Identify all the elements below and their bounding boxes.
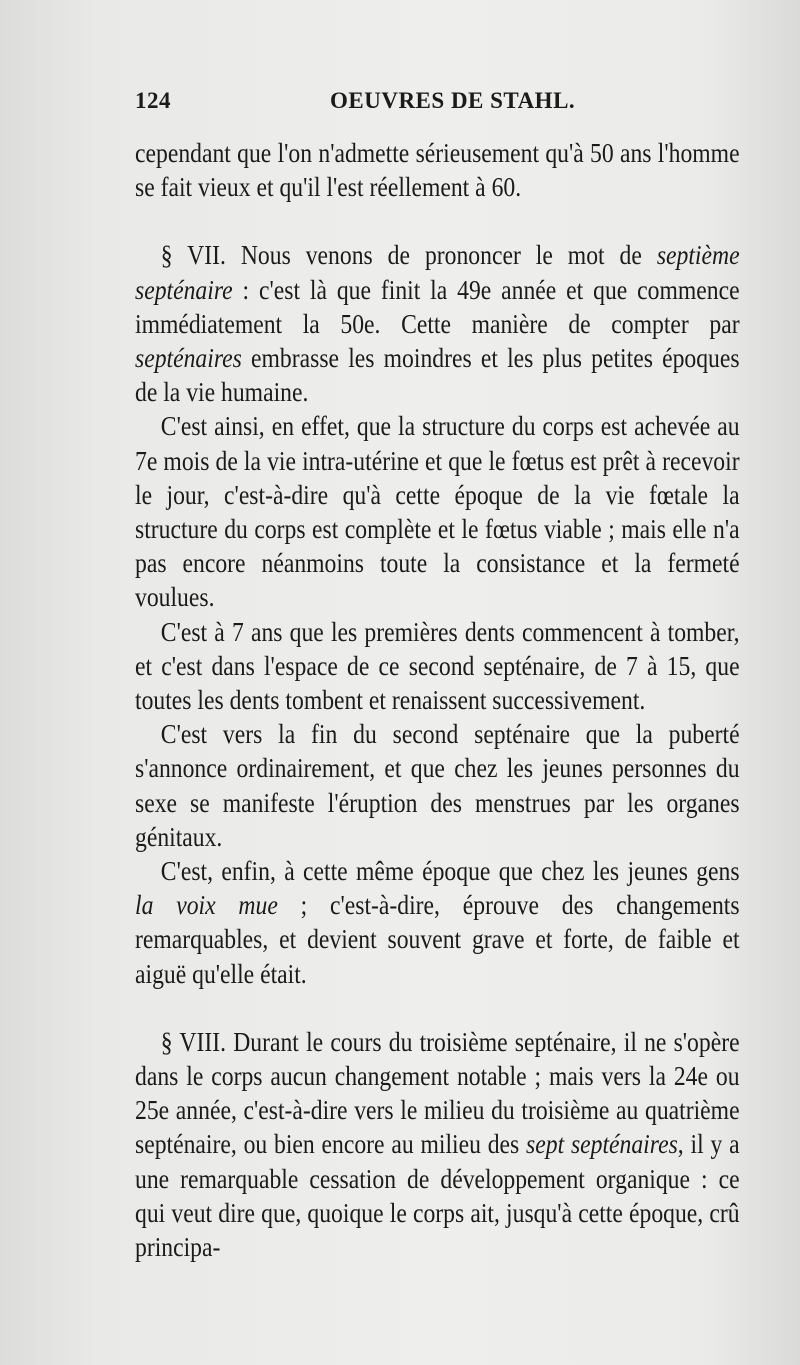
text-run: : c'est là que finit la 49e année et que commence immédiatement la 50e. Cette manière de compter par (135, 273, 740, 339)
body-text (135, 136, 740, 1264)
text-run: ; c'est-à-dire, éprouve des changements remarquables, et devient souvent grave et forte, de faible et aiguë qu'elle était. (135, 889, 740, 989)
paragraph-puberte: C'est vers la fin du second septénaire que la puberté s'annonce ordinairement, et que chez les jeunes personnes du sexe se manifeste l'éruption des menstrues par les organes génitaux. (135, 718, 740, 852)
paragraph-section-vii (135, 238, 740, 409)
emphasis-septenaires: septénaires (135, 342, 242, 374)
paragraph-dents: C'est à 7 ans que les premières dents commencent à tomber, et c'est dans l'espace de ce second septénaire, de 7 à 15, que toutes les dents tombent et renaissent successivement. (135, 615, 740, 716)
paragraph-voix (135, 854, 740, 991)
paragraph-continuation: cependant que l'on n'admette sérieusement qu'à 50 ans l'homme se fait vieux et qu'il l'est réellement à 60. (135, 137, 740, 203)
text-run: C'est, enfin, à cette même époque que chez les jeunes gens (160, 855, 740, 887)
paragraph-section-viii (135, 1025, 740, 1264)
text-run: § VII. Nous venons de prononcer le mot de (160, 239, 657, 271)
running-title: OEUVRES DE STAHL. (330, 88, 576, 113)
text-run: embrasse les moindres et les plus petites époques de la vie humaine. (135, 342, 740, 408)
emphasis-septieme-septenaire: septième septénaire (135, 239, 740, 305)
text-run: § VIII. Durant le cours du troisième septénaire, il ne s'opère dans le corps aucun changement notable ; mais vers la 24e ou 25e année, c'est-à-dire vers le milieu du troisième au quatrième septénaire, ou bien encore au milieu des (135, 1025, 740, 1160)
emphasis-la-voix-mue: la voix mue (135, 889, 278, 921)
page-number: 124 (135, 88, 171, 113)
paragraph-foetus: C'est ainsi, en effet, que la structure du corps est achevée au 7e mois de la vie intra-utérine et que le fœtus est prêt à recevoir le jour, c'est-à-dire qu'à cette époque de la vie fœtale la structure du corps est complète et le fœtus viable ; mais elle n'a pas encore néanmoins toute la consistance et la fermeté voulues. (135, 410, 740, 613)
page-header (135, 88, 740, 122)
text-run: , il y a une remarquable cessation de développement organique : ce qui veut dire que, quoique le corps ait, jusqu'à cette époque, crû principa- (135, 1128, 740, 1263)
emphasis-sept-septenaires: sept septénaires (526, 1128, 678, 1160)
